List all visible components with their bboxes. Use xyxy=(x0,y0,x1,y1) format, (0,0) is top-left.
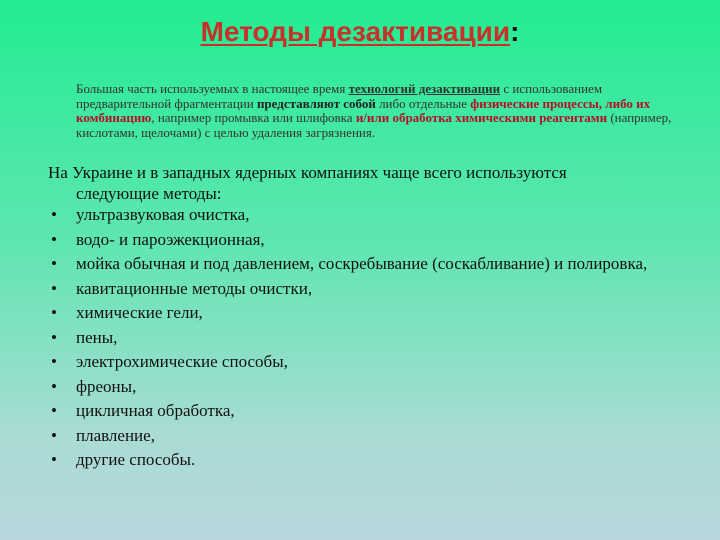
intro-text-1: Большая часть используемых в настоящее время xyxy=(76,81,349,96)
slide-title xyxy=(0,16,720,48)
list-item-text: цикличная обработка, xyxy=(76,401,235,420)
list-item xyxy=(48,327,688,348)
methods-lead xyxy=(48,162,688,204)
intro-text-2: с использованием предварительной фрагментации xyxy=(76,81,603,111)
list-item xyxy=(48,376,688,397)
bullet-icon: • xyxy=(51,425,57,445)
bullet-icon: • xyxy=(51,450,57,469)
intro-term-chemical: и/или обработка химическими реагентами xyxy=(355,110,608,126)
methods-lead-line2: следующие методы: xyxy=(76,184,222,203)
list-item xyxy=(48,425,688,446)
methods-lead-line1: На Украине и в западных ядерных компаниях чаще всего используются xyxy=(48,163,567,182)
list-item-text: другие способы. xyxy=(76,450,196,469)
intro-text-5: (например, кислотами, щелочами) с целью удаления загрязнения. xyxy=(76,110,672,141)
list-item-text: электрохимические способы, xyxy=(76,352,288,371)
bullet-icon: • xyxy=(51,401,57,420)
list-item xyxy=(48,400,688,421)
list-item xyxy=(48,204,688,225)
bullet-icon: • xyxy=(51,278,57,298)
list-item-text: мойка обычная и под давлением, соскребывание (соскабливание) и полировка, xyxy=(76,254,648,273)
list-item xyxy=(48,449,688,470)
methods-list xyxy=(48,204,688,474)
bullet-icon: • xyxy=(51,352,57,371)
list-item-text: пены, xyxy=(76,327,118,347)
list-item xyxy=(48,278,688,299)
bullet-icon: • xyxy=(51,327,57,347)
bullet-icon: • xyxy=(51,229,57,249)
slide-title-text: Методы дезактивации xyxy=(200,16,511,47)
list-item xyxy=(48,302,688,323)
list-item-text: кавитационные методы очистки, xyxy=(76,278,313,298)
list-item xyxy=(48,351,688,372)
bullet-icon: • xyxy=(51,303,57,322)
intro-term-represent: представляют собой xyxy=(256,95,376,111)
list-item-text: водо- и пароэжекционная, xyxy=(76,229,265,249)
intro-paragraph xyxy=(76,82,698,141)
list-item-text: ультразвуковая очистка, xyxy=(76,205,250,224)
intro-text-4: , например промывка или шлифовка xyxy=(151,110,356,126)
bullet-icon: • xyxy=(51,205,57,224)
bullet-icon: • xyxy=(51,376,57,396)
intro-term-technologies: технологий дезактивации xyxy=(348,81,501,96)
slide-title-colon: : xyxy=(510,16,520,47)
bullet-icon: • xyxy=(51,254,57,273)
intro-text-3: либо отдельные xyxy=(375,95,471,111)
list-item-text: плавление, xyxy=(76,425,155,445)
list-item-text: фреоны, xyxy=(76,376,137,396)
list-item xyxy=(48,253,688,274)
list-item xyxy=(48,229,688,250)
intro-term-physical: физические процессы, либо их комбинацию xyxy=(76,95,651,126)
list-item-text: химические гели, xyxy=(76,303,203,322)
